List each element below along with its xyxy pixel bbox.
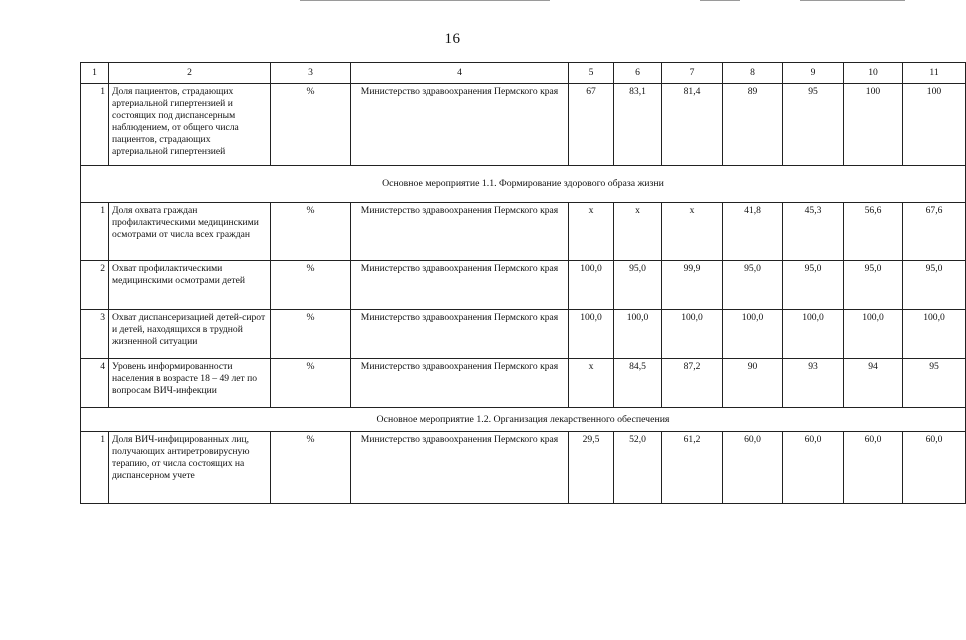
value-cell: 56,6 (844, 203, 903, 261)
value-cell: 93 (783, 359, 844, 408)
value-cell: 83,1 (614, 84, 662, 166)
responsible-org: Министерство здравоохранения Пермского края (351, 84, 569, 166)
value-cell: 60,0 (783, 432, 844, 504)
unit-cell: % (271, 84, 351, 166)
header-cell: 9 (783, 63, 844, 84)
value-cell: 84,5 (614, 359, 662, 408)
value-cell: 100,0 (783, 310, 844, 359)
row-number: 1 (81, 84, 109, 166)
value-cell: 60,0 (903, 432, 966, 504)
row-number: 1 (81, 432, 109, 504)
header-cell: 5 (569, 63, 614, 84)
value-cell: 100 (903, 84, 966, 166)
indicator-name: Доля ВИЧ-инфицированных лиц, получающих антиретровирусную терапию, от числа состоящих на диспансерном учете (109, 432, 271, 504)
value-cell: 100,0 (662, 310, 723, 359)
top-edge-line-far-right (800, 0, 905, 1)
value-cell: x (614, 203, 662, 261)
indicator-name: Уровень информированности населения в возрасте 18 – 49 лет по вопросам ВИЧ-инфекции (109, 359, 271, 408)
value-cell: 29,5 (569, 432, 614, 504)
value-cell: 100,0 (903, 310, 966, 359)
responsible-org: Министерство здравоохранения Пермского края (351, 359, 569, 408)
indicator-name: Доля охвата граждан профилактическими медицинскими осмотрами от числа всех граждан (109, 203, 271, 261)
header-cell: 8 (723, 63, 783, 84)
value-cell: 60,0 (844, 432, 903, 504)
value-cell: 81,4 (662, 84, 723, 166)
value-cell: 94 (844, 359, 903, 408)
indicator-name: Доля пациентов, страдающих артериальной гипертензией и состоящих под диспансерным наблюдением, от общего числа пациентов, страдающих артериальной гипертензией (109, 84, 271, 166)
responsible-org: Министерство здравоохранения Пермского края (351, 203, 569, 261)
value-cell: x (569, 203, 614, 261)
value-cell: 52,0 (614, 432, 662, 504)
table-row (81, 84, 966, 166)
value-cell: 41,8 (723, 203, 783, 261)
value-cell: x (662, 203, 723, 261)
unit-cell: % (271, 359, 351, 408)
row-number: 1 (81, 203, 109, 261)
section-title: Основное мероприятие 1.2. Организация лекарственного обеспечения (81, 408, 966, 432)
table-row (81, 261, 966, 310)
value-cell: 95,0 (723, 261, 783, 310)
header-cell: 4 (351, 63, 569, 84)
unit-cell: % (271, 261, 351, 310)
table-row (81, 203, 966, 261)
responsible-org: Министерство здравоохранения Пермского края (351, 432, 569, 504)
table-row (81, 359, 966, 408)
value-cell: 95 (903, 359, 966, 408)
top-edge-line-right (700, 0, 740, 1)
value-cell: 100 (844, 84, 903, 166)
value-cell: 100,0 (569, 310, 614, 359)
value-cell: 95,0 (903, 261, 966, 310)
header-cell: 7 (662, 63, 723, 84)
header-cell: 1 (81, 63, 109, 84)
header-row (81, 63, 966, 84)
value-cell: 95 (783, 84, 844, 166)
header-cell: 2 (109, 63, 271, 84)
top-edge-line-left (300, 0, 550, 1)
table-row (81, 310, 966, 359)
indicators-table (80, 62, 966, 504)
section-title: Основное мероприятие 1.1. Формирование здорового образа жизни (81, 166, 966, 203)
header-cell: 6 (614, 63, 662, 84)
value-cell: 45,3 (783, 203, 844, 261)
header-cell: 10 (844, 63, 903, 84)
value-cell: 89 (723, 84, 783, 166)
value-cell: 95,0 (614, 261, 662, 310)
value-cell: 60,0 (723, 432, 783, 504)
unit-cell: % (271, 203, 351, 261)
value-cell: x (569, 359, 614, 408)
indicator-name: Охват профилактическими медицинскими осмотрами детей (109, 261, 271, 310)
value-cell: 67 (569, 84, 614, 166)
value-cell: 100,0 (723, 310, 783, 359)
value-cell: 90 (723, 359, 783, 408)
row-number: 2 (81, 261, 109, 310)
value-cell: 100,0 (569, 261, 614, 310)
value-cell: 61,2 (662, 432, 723, 504)
value-cell: 99,9 (662, 261, 723, 310)
section-row (81, 166, 966, 203)
value-cell: 95,0 (844, 261, 903, 310)
page-number: 16 (444, 31, 461, 47)
value-cell: 100,0 (844, 310, 903, 359)
table-row (81, 432, 966, 504)
unit-cell: % (271, 432, 351, 504)
responsible-org: Министерство здравоохранения Пермского края (351, 261, 569, 310)
header-cell: 11 (903, 63, 966, 84)
row-number: 4 (81, 359, 109, 408)
header-cell: 3 (271, 63, 351, 84)
value-cell: 67,6 (903, 203, 966, 261)
value-cell: 100,0 (614, 310, 662, 359)
section-row (81, 408, 966, 432)
unit-cell: % (271, 310, 351, 359)
table-body (81, 63, 966, 504)
indicator-name: Охват диспансеризацией детей-сирот и детей, находящихся в трудной жизненной ситуации (109, 310, 271, 359)
row-number: 3 (81, 310, 109, 359)
value-cell: 87,2 (662, 359, 723, 408)
value-cell: 95,0 (783, 261, 844, 310)
responsible-org: Министерство здравоохранения Пермского края (351, 310, 569, 359)
